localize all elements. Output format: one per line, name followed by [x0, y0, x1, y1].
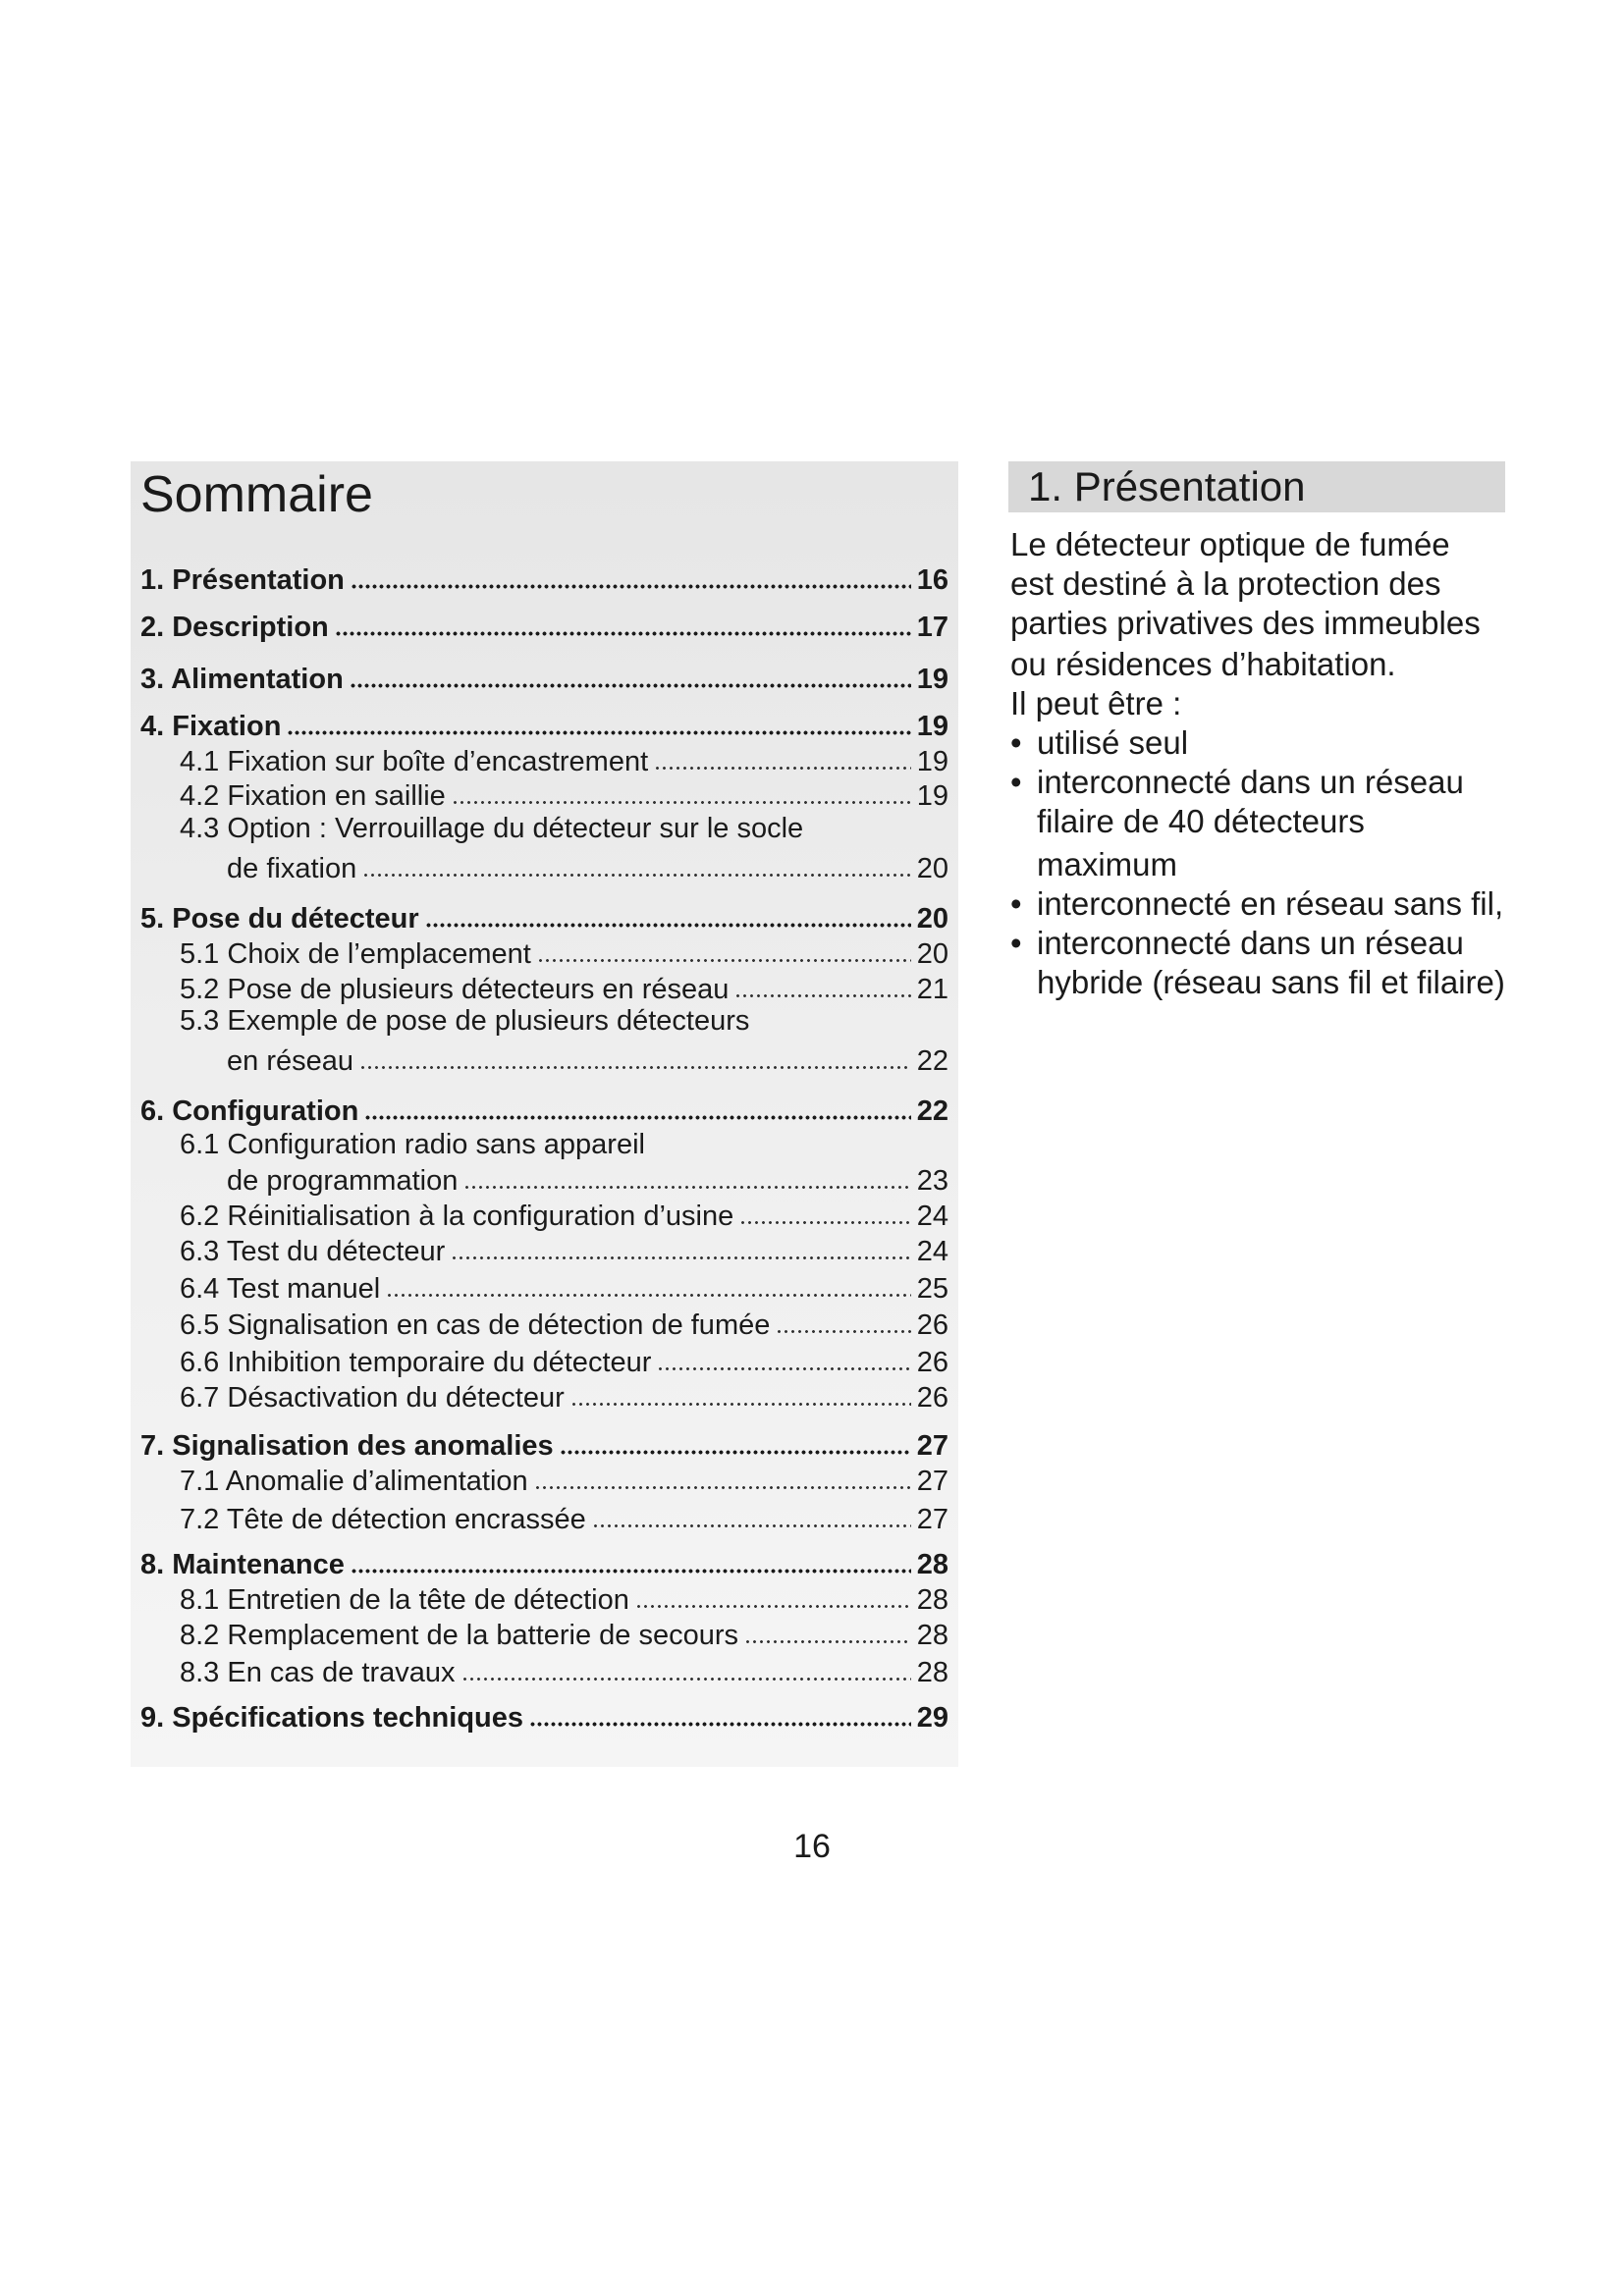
toc-leader-dots — [351, 1546, 911, 1575]
toc-subentry[interactable] — [180, 1003, 948, 1039]
toc-entry-page: 22 — [916, 1095, 948, 1127]
toc-subentry[interactable] — [180, 1306, 948, 1343]
bullet-item — [1010, 723, 1521, 763]
toc-subentry[interactable] — [180, 1616, 948, 1653]
toc-subentry[interactable] — [180, 1462, 948, 1499]
toc-leader-dots — [776, 1307, 910, 1335]
toc-subentry[interactable] — [180, 1378, 948, 1415]
toc-leader-dots — [350, 661, 911, 689]
toc-leader-dots — [734, 971, 910, 999]
section-title: 1. Présentation — [1028, 463, 1306, 509]
paragraph-line: parties privatives des immeubles — [1010, 605, 1481, 641]
paragraph-line: Il peut être : — [1010, 685, 1182, 721]
bullet-line: filaire de 40 détecteurs — [1037, 803, 1365, 839]
toc-entry-page: 22 — [916, 1045, 948, 1077]
toc-leader-dots — [461, 1654, 911, 1682]
toc-entry-label: 4.3 Option : Verrouillage du détecteur sur le socle — [180, 813, 804, 844]
toc-entry[interactable] — [140, 899, 948, 936]
toc-title: Sommaire — [140, 466, 373, 523]
toc-entry-label: de programmation — [227, 1165, 459, 1197]
toc-leader-dots — [287, 708, 910, 736]
toc-subentry[interactable] — [180, 1500, 948, 1537]
toc-leader-dots — [657, 1344, 910, 1372]
toc-entry-label: 6.5 Signalisation en cas de détection de fumée — [180, 1309, 771, 1341]
toc-entry-page: 19 — [916, 711, 948, 742]
toc-entry-page: 28 — [916, 1584, 948, 1616]
toc-entry-page: 27 — [916, 1430, 948, 1462]
toc-leader-dots — [570, 1379, 911, 1408]
bullet-text — [1037, 723, 1188, 763]
toc-entry-label: 2. Description — [140, 612, 329, 643]
toc-entry-label: 7.2 Tête de détection encrassée — [180, 1504, 586, 1535]
toc-entry-label: 8. Maintenance — [140, 1549, 345, 1580]
toc-leader-dots — [425, 900, 911, 929]
toc-subentry[interactable] — [180, 1197, 948, 1234]
toc-leader-dots — [364, 1093, 910, 1121]
toc-subentry[interactable] — [180, 776, 948, 814]
toc-entry-page: 28 — [916, 1549, 948, 1580]
toc-entry-label: 6.7 Désactivation du détecteur — [180, 1382, 565, 1414]
toc-entry-label: 4.1 Fixation sur boîte d’encastrement — [180, 746, 649, 777]
toc-subentry-continued[interactable] — [227, 1041, 948, 1079]
bullet-text — [1037, 924, 1505, 1002]
bullet-item — [1010, 763, 1521, 884]
paragraph-line: ou résidences d’habitation. — [1010, 646, 1396, 682]
toc-entry[interactable] — [140, 1698, 948, 1735]
bullet-icon: • — [1010, 764, 1022, 800]
presentation-text — [1010, 525, 1521, 1002]
bullet-icon: • — [1010, 885, 1022, 922]
toc-entry-label: 6.6 Inhibition temporaire du détecteur — [180, 1347, 652, 1378]
toc-entry-page: 20 — [916, 938, 948, 970]
toc-leader-dots — [451, 1233, 910, 1261]
toc-subentry-continued[interactable] — [227, 1161, 948, 1199]
toc-leader-dots — [592, 1501, 911, 1529]
toc-entry-label: 5.1 Choix de l’emplacement — [180, 938, 531, 970]
toc-entry-label: 8.1 Entretien de la tête de détection — [180, 1584, 629, 1616]
toc-entry[interactable] — [140, 707, 948, 744]
page-number: 16 — [793, 1828, 831, 1865]
toc-leader-dots — [537, 935, 911, 964]
toc-leader-dots — [654, 743, 911, 772]
bullet-item — [1010, 884, 1521, 924]
toc-entry-page: 19 — [916, 664, 948, 695]
toc-entry-label: 8.3 En cas de travaux — [180, 1657, 456, 1688]
toc-entry-label: 6.1 Configuration radio sans appareil — [180, 1129, 645, 1160]
toc-leader-dots — [635, 1581, 911, 1610]
toc-entry-label: 6.3 Test du détecteur — [180, 1236, 446, 1267]
bullet-line: utilisé seul — [1037, 724, 1189, 761]
toc-leader-dots — [351, 561, 911, 590]
toc-entry-label: 3. Alimentation — [140, 664, 344, 695]
toc-entry-label: 5.3 Exemple de pose de plusieurs détecteurs — [180, 1005, 750, 1037]
paragraph-line: est destiné à la protection des — [1010, 565, 1441, 602]
paragraph-line: Le détecteur optique de fumée — [1010, 526, 1450, 562]
toc-leader-dots — [463, 1162, 910, 1191]
bullet-text — [1037, 763, 1464, 884]
toc-entry-label: 5.2 Pose de plusieurs détecteurs en réseau — [180, 974, 730, 1005]
toc-entry-page: 24 — [916, 1201, 948, 1232]
toc-entry-page: 26 — [916, 1382, 948, 1414]
toc-entry-label: en réseau — [227, 1045, 353, 1077]
section-header — [1008, 461, 1505, 512]
toc-entry-page: 19 — [916, 746, 948, 777]
bullet-line: interconnecté en réseau sans fil, — [1037, 885, 1504, 922]
toc-entry-page: 20 — [916, 853, 948, 884]
toc-entry-page: 17 — [916, 612, 948, 643]
toc-subentry[interactable] — [180, 811, 948, 846]
toc-entry[interactable] — [140, 1545, 948, 1582]
bullet-line: interconnecté dans un réseau — [1037, 764, 1464, 800]
toc-entry-page: 20 — [916, 903, 948, 934]
toc-entry-label: 5. Pose du détecteur — [140, 903, 419, 934]
toc-subentry[interactable] — [180, 1232, 948, 1269]
toc-entry[interactable] — [140, 1426, 948, 1464]
bullet-line: maximum — [1037, 846, 1178, 882]
toc-leader-dots — [534, 1463, 911, 1491]
toc-subentry[interactable] — [180, 1580, 948, 1618]
toc-entry-page: 27 — [916, 1504, 948, 1535]
bullet-icon: • — [1010, 925, 1022, 961]
toc-subentry[interactable] — [180, 970, 948, 1007]
toc-entry[interactable] — [140, 660, 948, 697]
toc-leader-dots — [362, 850, 911, 879]
bullet-item — [1010, 924, 1521, 1002]
toc-leader-dots — [386, 1270, 911, 1299]
toc-subentry[interactable] — [180, 1269, 948, 1307]
bullet-text — [1037, 884, 1503, 924]
toc-entry-page: 27 — [916, 1466, 948, 1497]
toc-leader-dots — [359, 1042, 911, 1071]
toc-entry-page: 26 — [916, 1347, 948, 1378]
toc-entry-page: 19 — [916, 780, 948, 812]
toc-subentry[interactable] — [180, 1127, 948, 1162]
toc-entry-label: 7.1 Anomalie d’alimentation — [180, 1466, 528, 1497]
toc-subentry[interactable] — [180, 934, 948, 972]
bullet-line: interconnecté dans un réseau — [1037, 925, 1464, 961]
toc-entry[interactable] — [140, 561, 948, 598]
toc-entry-page: 28 — [916, 1620, 948, 1651]
toc-leader-dots — [452, 777, 911, 806]
toc-entry-label: 6. Configuration — [140, 1095, 359, 1127]
toc-entry-page: 23 — [916, 1165, 948, 1197]
toc-subentry[interactable] — [180, 1653, 948, 1690]
bullet-icon: • — [1010, 724, 1022, 761]
toc-entry[interactable] — [140, 608, 948, 645]
toc-leader-dots — [529, 1699, 911, 1728]
toc-entry[interactable] — [140, 1092, 948, 1129]
toc-entry-label: 7. Signalisation des anomalies — [140, 1430, 554, 1462]
bullet-line: hybride (réseau sans fil et filaire) — [1037, 964, 1505, 1000]
toc-entry-label: 8.2 Remplacement de la batterie de secours — [180, 1620, 739, 1651]
toc-entry-page: 21 — [916, 974, 948, 1005]
toc-entry-page: 24 — [916, 1236, 948, 1267]
toc-entry-label: 4.2 Fixation en saillie — [180, 780, 446, 812]
toc-entry-label: 4. Fixation — [140, 711, 282, 742]
toc-subentry[interactable] — [180, 742, 948, 779]
toc-entry-label: 9. Spécifications techniques — [140, 1702, 523, 1734]
toc-leader-dots — [739, 1198, 910, 1226]
toc-entry-label: 6.2 Réinitialisation à la configuration d’usine — [180, 1201, 734, 1232]
toc-subentry-continued[interactable] — [227, 849, 948, 886]
toc-entry-label: 6.4 Test manuel — [180, 1273, 381, 1305]
toc-leader-dots — [335, 609, 911, 637]
toc-entry-label: de fixation — [227, 853, 357, 884]
toc-entry-label: 1. Présentation — [140, 564, 345, 596]
toc-entry-page: 29 — [916, 1702, 948, 1734]
toc-entry-page: 16 — [916, 564, 948, 596]
toc-entry-page: 28 — [916, 1657, 948, 1688]
toc-leader-dots — [560, 1427, 911, 1456]
toc-leader-dots — [744, 1617, 911, 1645]
toc-entry-page: 25 — [916, 1273, 948, 1305]
table-of-contents — [131, 461, 958, 1767]
toc-subentry[interactable] — [180, 1343, 948, 1380]
toc-entry-page: 26 — [916, 1309, 948, 1341]
